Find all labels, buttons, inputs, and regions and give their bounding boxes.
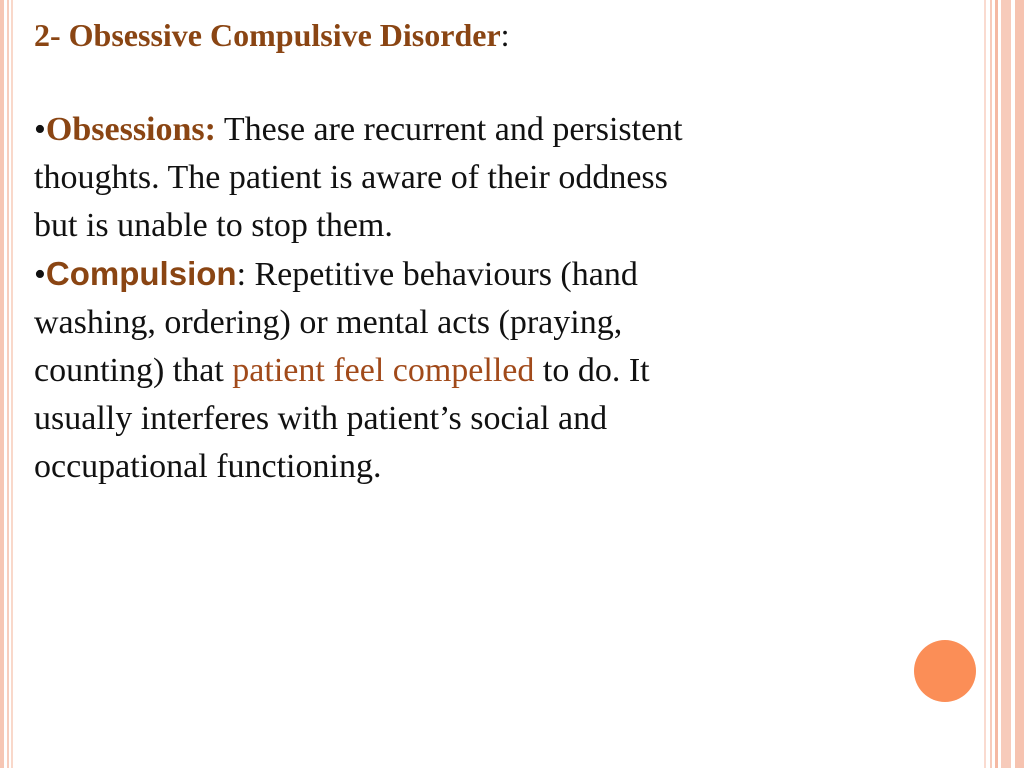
bullet: • xyxy=(34,111,46,148)
obsessions-term: Obsessions: xyxy=(45,111,216,148)
slide-title-text: 2- Obsessive Compulsive Disorder xyxy=(34,17,501,53)
compulsion-highlight: patient feel compelled xyxy=(232,352,535,389)
compulsion-text-after: to do. It usually interferes with patient’s social and occupational functioning. xyxy=(34,352,650,485)
compulsion-text-before: : Repetitive behaviours (hand washing, ordering) or mental acts (praying, counting) that xyxy=(34,256,638,389)
compulsion-paragraph xyxy=(34,250,694,491)
obsessions-text: These are recurrent and persistent thoughts. The patient is aware of their oddness but is unable to stop them. xyxy=(34,111,683,244)
left-border-decoration xyxy=(0,0,14,768)
slide-title xyxy=(34,12,694,58)
bullet: • xyxy=(34,256,46,293)
slide-title-colon: : xyxy=(500,17,510,53)
compulsion-term: Compulsion xyxy=(45,255,237,292)
right-border-decoration xyxy=(978,0,1024,768)
obsessions-paragraph xyxy=(34,106,694,250)
orange-circle-decoration xyxy=(914,640,976,702)
slide-content xyxy=(34,12,694,491)
